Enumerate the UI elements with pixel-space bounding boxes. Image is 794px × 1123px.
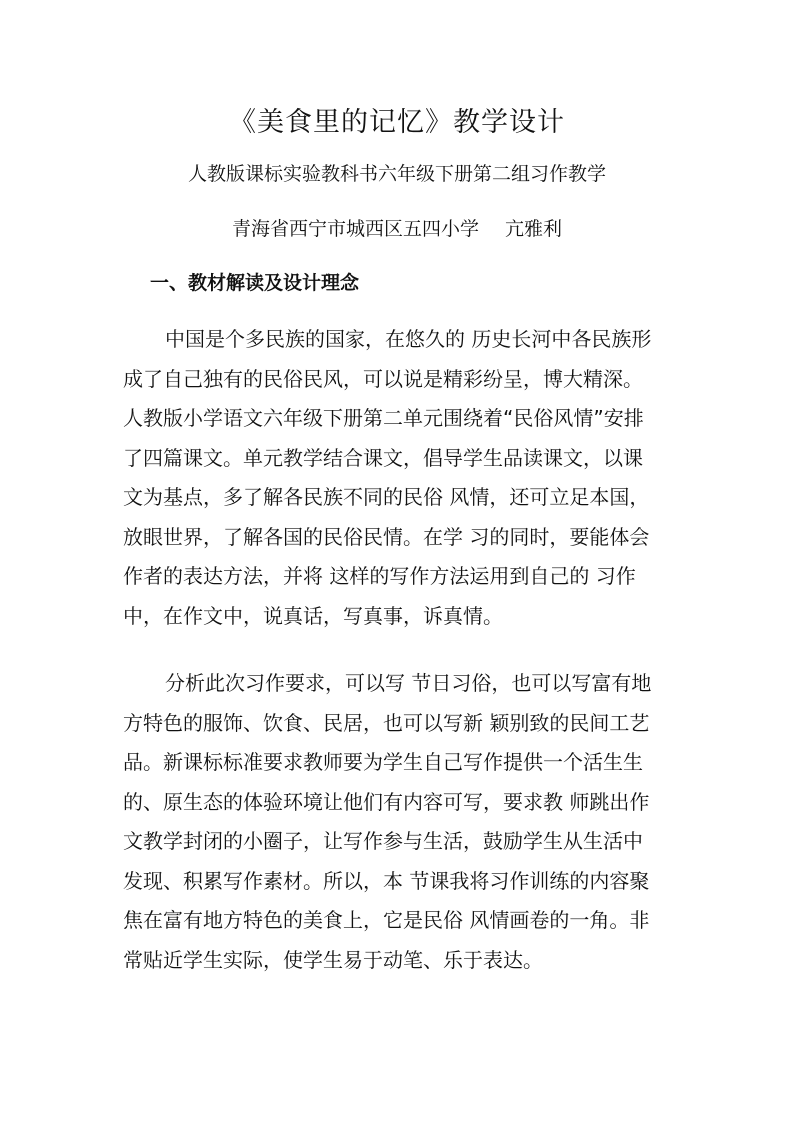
paragraph-line: 中国是个多民族的国家，在悠久的 历史长河中各民族形 [165,327,652,351]
paragraph-line: 的、原生态的体验环境让他们有内容可写，要求教 师跳出作 [123,789,650,814]
author-line [0,214,794,241]
paragraph-line: 方特色的服饰、饮食、民居，也可以写新 颖别致的民间工艺 [123,710,650,735]
paragraph-2 [123,664,683,980]
paragraph-line: 文教学封闭的小圈子，让写作参与生活，鼓励学生从生活中 [123,829,643,853]
document-title: 《美食里的记忆》教学设计 [229,107,565,138]
paragraph-line: 文为基点，多了解各民族不同的民俗 风情，还可立足本国， [123,485,650,509]
paragraph-line: 人教版小学语文六年级下册第二单元围绕着“民俗风情”安排 [123,406,644,430]
paragraph-1 [123,320,683,636]
paragraph-line: 成了自己独有的民俗民风，可以说是精彩纷呈，博大精深。 [123,366,643,391]
document-subtitle: 人教版课标实验教科书六年级下册第二组习作教学 [187,163,606,185]
author-name: 亢雅利 [505,218,563,240]
paragraph-line: 发现、积累写作素材。所以，本 节课我将习作训练的内容聚 [123,868,650,893]
paragraph-line: 分析此次习作要求，可以写 节日习俗，也可以写富有地 [165,671,652,695]
paragraph-line: 作者的表达方法，并将 这样的写作方法运用到自己的 习作 [123,564,636,588]
paragraph-line: 了四篇课文。单元教学结合课文，倡导学生品读课文，以课 [123,445,643,470]
paragraph-line: 品。新课标标准要求教师要为学生自己写作提供一个活生生 [123,750,643,774]
paragraph-line: 常贴近学生实际，使学生易于动笔、乐于表达。 [123,947,543,972]
section-heading: 一、教材解读及设计理念 [150,272,360,294]
author-school: 青海省西宁市城西区五四小学 [231,218,479,240]
paragraph-line: 放眼世界，了解各国的民俗民情。在学 习的同时，要能体会 [123,524,650,549]
paragraph-line: 焦在富有地方特色的美食上，它是民俗 风情画卷的一角。非 [123,908,650,932]
paragraph-line: 中，在作文中，说真话，写真事，诉真情。 [123,603,503,628]
